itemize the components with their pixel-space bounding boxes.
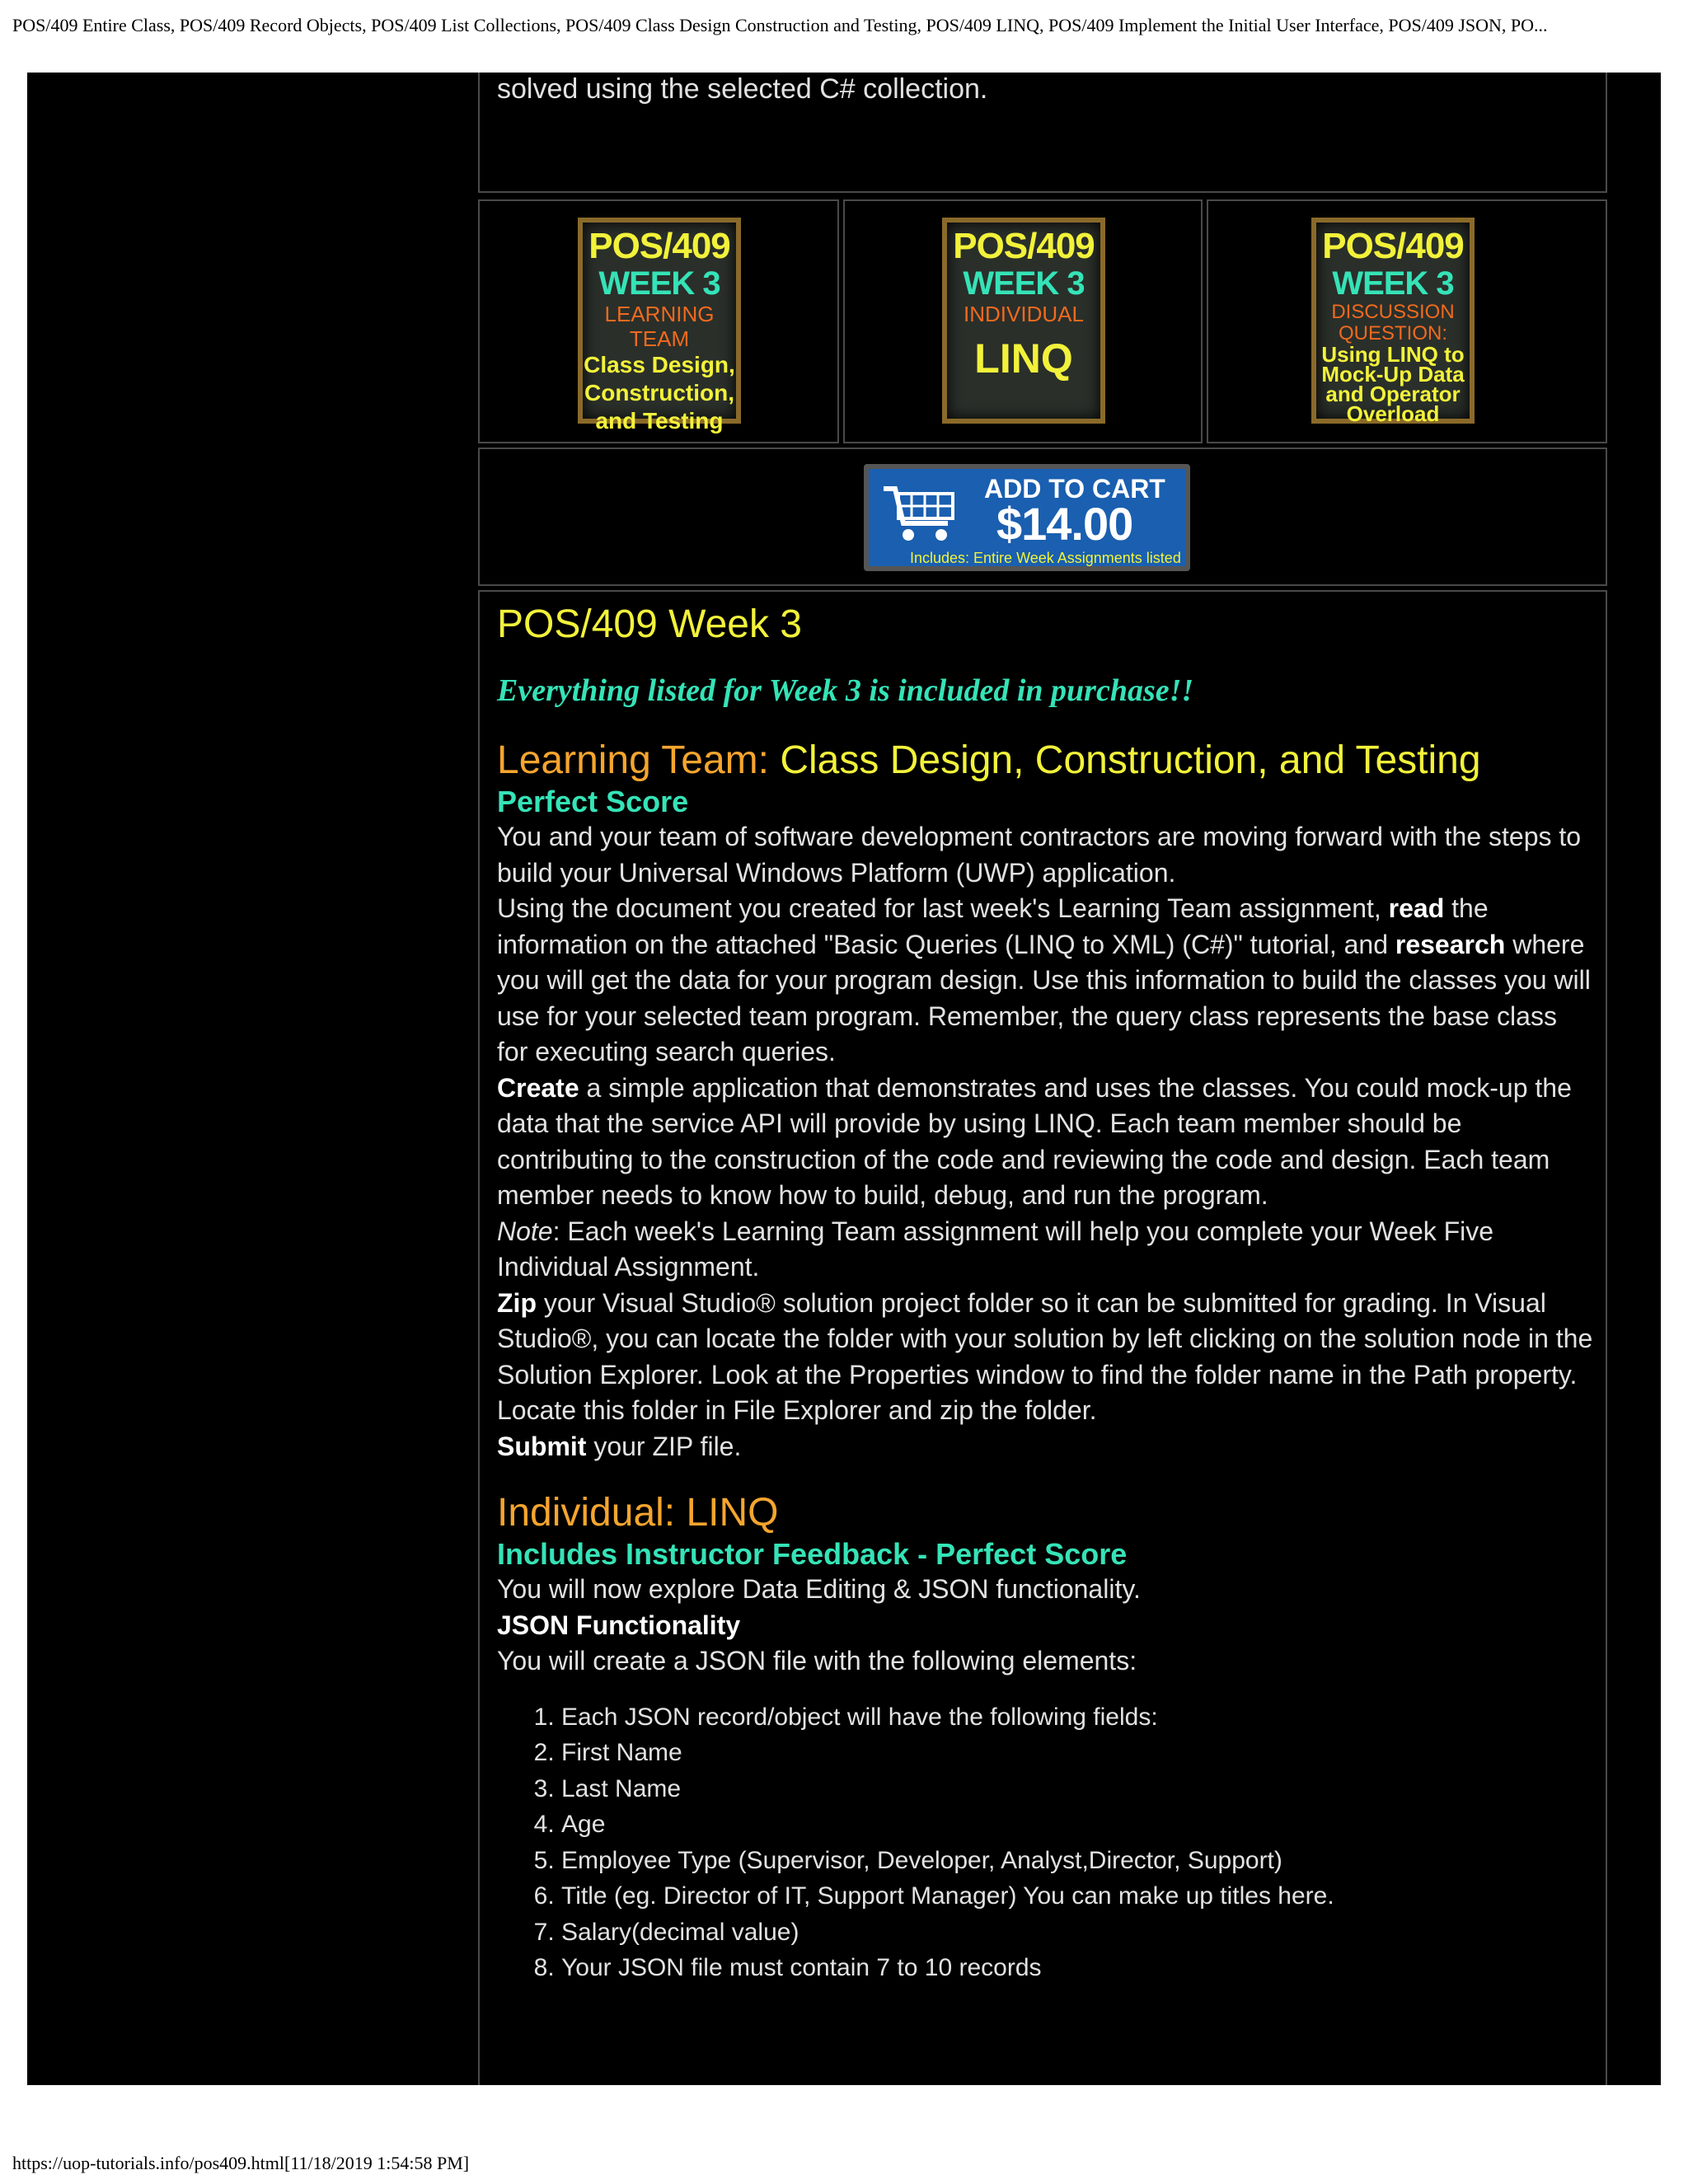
poster-line: Overload bbox=[1346, 401, 1440, 426]
bold-text: Zip bbox=[497, 1287, 537, 1318]
bold-text: read bbox=[1388, 893, 1445, 923]
print-header: POS/409 Entire Class, POS/409 Record Objects, POS/409 List Collections, POS/409 Class Design Construction and Testing, POS/409 LINQ, POS/409 Implement the Initial User Interface, POS/409 JSON, PO... bbox=[12, 15, 1548, 35]
individual-heading bbox=[497, 1489, 1593, 1537]
cart-note: Includes: Entire Week Assignments listed bbox=[910, 550, 1181, 566]
list-item: 6. Title (eg. Director of IT, Support Manager) You can make up titles here. bbox=[561, 1878, 1593, 1915]
bold-text: Submit bbox=[497, 1431, 587, 1461]
intro-text: solved using the selected C# collection. bbox=[497, 73, 988, 105]
text: where you will get the data for your program design. Use this information to build the classes you will use for your selected team program. Remember, the query class represents the base class for executing search queries. bbox=[497, 929, 1591, 1066]
text: your Visual Studio® solution project folder so it can be submitted for grading. In Visual Studio®, you can locate the folder with your solution by left clicking on the solution node in the Solution Explorer. Look at the Properties window to find the folder name in the Path property. Locate this folder in File Explorer and zip the folder. bbox=[497, 1287, 1593, 1425]
list-item: 5. Employee Type (Supervisor, Developer, Analyst,Director, Support) bbox=[561, 1843, 1593, 1879]
poster-line: and Operator bbox=[1325, 382, 1461, 406]
bold-text: research bbox=[1395, 929, 1506, 959]
cart-label: ADD TO CART bbox=[984, 474, 1165, 504]
poster-individual[interactable] bbox=[942, 218, 1105, 424]
learning-team-p3 bbox=[497, 1071, 1593, 1214]
text: your ZIP file. bbox=[593, 1431, 742, 1461]
learning-team-subtitle: Perfect Score bbox=[497, 785, 689, 818]
learning-team-p5 bbox=[497, 1286, 1593, 1429]
poster-line: and Testing bbox=[595, 408, 724, 434]
list-item: 1. Each JSON record/object will have the following fields: bbox=[561, 1699, 1593, 1736]
poster-line: Using LINQ to bbox=[1321, 342, 1465, 367]
poster-line: Class Design, bbox=[584, 352, 735, 377]
poster-line: WEEK 3 bbox=[963, 265, 1085, 302]
bold-text: Create bbox=[497, 1072, 579, 1103]
poster-learning-team[interactable] bbox=[578, 218, 741, 434]
text: the information on the attached "Basic Queries (LINQ to XML) (C#)" tutorial, and bbox=[497, 893, 1489, 959]
list-item: 2. First Name bbox=[561, 1735, 1593, 1771]
section-title: Individual: LINQ bbox=[497, 1491, 779, 1535]
text: Using the document you created for last week's Learning Team assignment, bbox=[497, 893, 1381, 923]
page-content bbox=[27, 73, 1661, 2085]
poster-line: LEARNING TEAM bbox=[604, 302, 715, 351]
poster-line: WEEK 3 bbox=[1332, 265, 1454, 302]
bold-text: JSON Functionality bbox=[497, 1610, 741, 1640]
poster-line: POS/409 bbox=[588, 226, 730, 266]
cart-price: $14.00 bbox=[996, 498, 1133, 550]
section-kind: Learning Team: bbox=[497, 738, 769, 782]
poster-line: POS/409 bbox=[953, 226, 1095, 266]
individual-p1: You will now explore Data Editing & JSON functionality. bbox=[497, 1574, 1141, 1604]
italic-text: Note bbox=[497, 1216, 553, 1246]
individual-p2 bbox=[497, 1608, 1593, 1644]
json-requirements-list bbox=[497, 1699, 1593, 1986]
learning-team-p2 bbox=[497, 891, 1593, 1071]
purchase-banner: Everything listed for Week 3 is included in purchase!! bbox=[497, 673, 1194, 708]
poster-line: WEEK 3 bbox=[598, 265, 720, 302]
add-to-cart-button[interactable] bbox=[864, 464, 1190, 571]
text: : Each week's Learning Team assignment will help you complete your Week Five Individual Assignment. bbox=[497, 1216, 1494, 1282]
spacer bbox=[497, 1465, 1593, 1489]
individual-subtitle: Includes Instructor Feedback - Perfect Score bbox=[497, 1537, 1128, 1571]
learning-team-p4 bbox=[497, 1214, 1593, 1286]
individual-p3: You will create a JSON file with the following elements: bbox=[497, 1646, 1137, 1675]
learning-team-p6 bbox=[497, 1429, 1593, 1465]
print-footer: https://uop-tutorials.info/pos409.html[11/18/2019 1:54:58 PM] bbox=[12, 2153, 470, 2173]
week-title: POS/409 Week 3 bbox=[497, 602, 802, 646]
poster-line: LINQ bbox=[974, 335, 1073, 382]
poster-line: POS/409 bbox=[1322, 226, 1464, 266]
poster-line: Construction, bbox=[584, 380, 734, 405]
shopping-cart-icon bbox=[880, 480, 963, 546]
poster-line: Mock-Up Data bbox=[1321, 362, 1465, 387]
list-item: 4. Age bbox=[561, 1807, 1593, 1843]
poster-line: QUESTION: bbox=[1338, 322, 1447, 344]
poster-discussion[interactable] bbox=[1311, 218, 1475, 424]
main-content bbox=[497, 600, 1593, 1986]
text: a simple application that demonstrates and uses the classes. You could mock-up the data that the service API will provide by using LINQ. Each team member should be contributing to the construction of the code and reviewing the code and design. Each team member needs to know how to build, debug, and run the program. bbox=[497, 1072, 1572, 1210]
list-item: 8. Your JSON file must contain 7 to 10 records bbox=[561, 1950, 1593, 1986]
list-item: 3. Last Name bbox=[561, 1771, 1593, 1807]
poster-line: INDIVIDUAL bbox=[964, 302, 1084, 326]
list-item: 7. Salary(decimal value) bbox=[561, 1915, 1593, 1951]
learning-team-p1: You and your team of software development contractors are moving forward with the steps to build your Universal Windows Platform (UWP) application. bbox=[497, 822, 1582, 888]
poster-line: DISCUSSION bbox=[1331, 301, 1455, 323]
section-title: Class Design, Construction, and Testing bbox=[780, 738, 1481, 782]
learning-team-heading bbox=[497, 737, 1593, 785]
